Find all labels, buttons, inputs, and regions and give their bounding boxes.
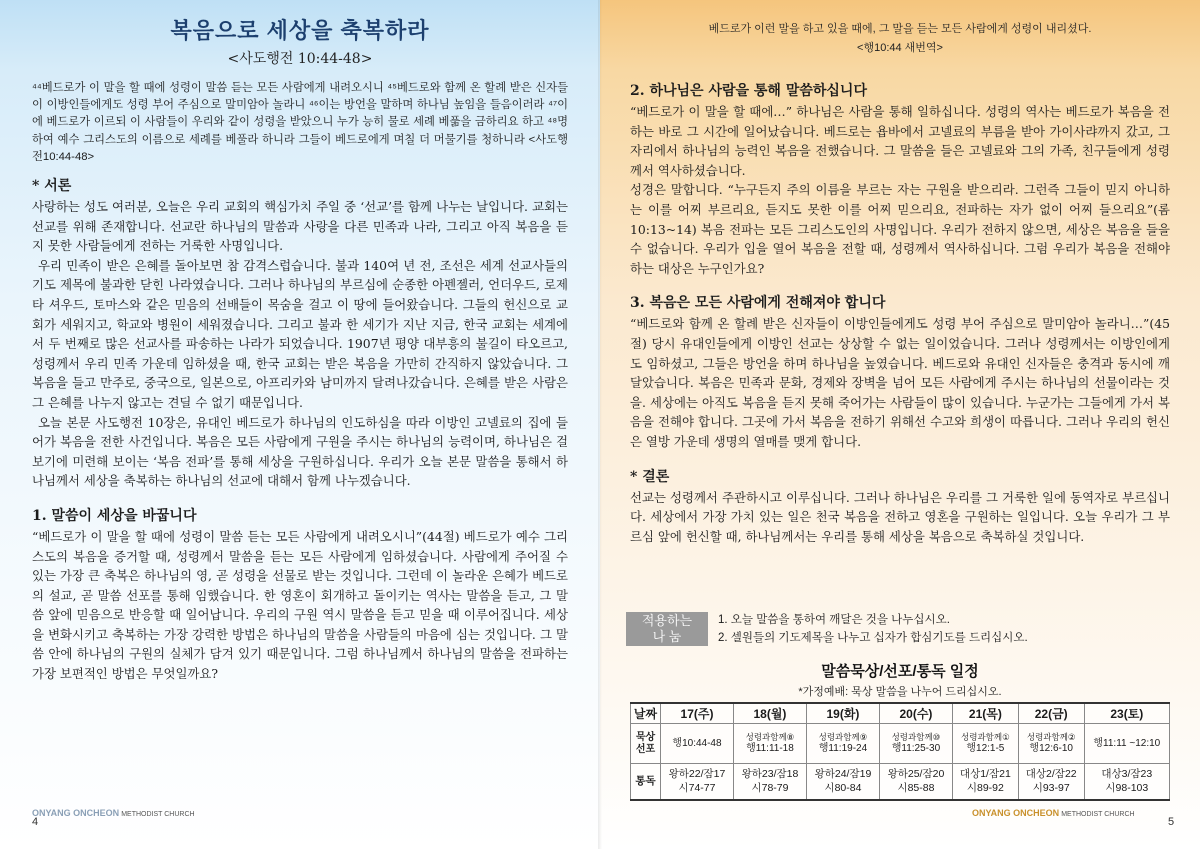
intro-paragraph-2: 우리 민족이 받은 은혜를 돌아보면 참 감격스럽습니다. 불과 140여 년 전, 조선은 세계 선교사들의 기도 제목에 불과한 닫힌 나라였습니다. 그러나 하나님의 부르심에 순종한 아펜젤러, 언더우드, 로제타 셔우드, 토마스와 같은 믿음의 선배들이 목숨을 걸고 이 땅에 들어왔습니다. 그들의 헌신으로 교회가 세워지고, 학교와 병원이 세워졌습니다. 그리고 불과 한 세기가 지난 지금, 한국 교회는 세계에서 두 번째로 많은 선교사를 파송하는 나라가 되었습니다. 1907년 평양 대부흥의 불길이 타오르고, 성령께서 우리 민족 가운데 임하셨을 때, 한국 교회는 받은 복음을 가만히 간직하지 않았습니다. 그 복음을 들고 만주로, 중국으로, 일본으로, 아프리카와 남미까지 달려나갔습니다. 은혜를 받은 사람은 그 은혜를 나누지 않고는 견딜 수 없기 때문입니다. (32, 257, 568, 410)
reading-cell (952, 764, 1018, 800)
scripture-passage: ⁴⁴베드로가 이 말을 할 때에 성령이 말씀 듣는 모든 사람에게 내려오시니 ⁴⁵베드로와 함께 온 할례 받은 신자들이 이방인들에게도 성령 부어 주심으로 말미암아 놀라니 ⁴⁶이는 방언을 말하며 하나님 높임을 들음이러라 ⁴⁷이에 베드로가 이르되 이 사람들이 우리와 같이 성령을 받았으니 누가 능히 물로 세례 베풂을 금하리요 하고 ⁴⁸명하여 예수 그리스도의 이름으로 세례를 베풀라 하니라 그들이 베드로에게 며칠 더 머물기를 청하니라 <사도행전10:44-48> (32, 82, 568, 163)
section-1-paragraph: “베드로가 이 말을 할 때에 성령이 말씀 듣는 모든 사람에게 내려오시니”(44절) 베드로가 예수 그리스도의 복음을 증거할 때, 성령께서 말씀을 듣는 모든 사람에게 임하셨습니다. 사람에게 주어질 수 있는 가장 큰 축복은 하나님의 영, 곧 성령을 선물로 받는 것입니다. 그런데 이 놀라운 은혜가 베드로의 설교, 곧 말씀 선포를 통해 임했습니다. 한 영혼이 회개하고 돌이키는 역사는 말씀을 듣고, 그 말씀 앞에 믿음으로 반응할 때 일어납니다. 우리의 구원 역시 말씀을 듣고 믿을 때 이루어집니다. 세상을 변화시키고 축복하는 가장 강력한 방법은 하나님의 말씀을 사람들의 마음에 심는 것입니다. 그 말씀 안에 하나님의 구원의 실체가 담겨 있기 때문입니다. 그럼 하나님께서 하나님의 말씀을 전파하는 가장 보편적인 방법은 무엇일까요? (32, 528, 568, 682)
application-label (626, 612, 708, 646)
section-2-heading: 2. 하나님은 사람을 통해 말씀하십니다 (630, 83, 867, 99)
conclusion-paragraph: 선교는 성령께서 주관하시고 이루십니다. 그러나 하나님은 우리를 그 거룩한 일에 동역자로 부르십니다. 세상에서 가장 가치 있는 일은 천국 복음을 전하고 영혼을 구원하는 일입니다. 오늘 우리가 그 부르심 앞에 헌신할 때, 하나님께서는 우리를 통해 세상을 복음으로 축복하실 것입니다. (630, 489, 1170, 544)
meditation-passage: 행11:19-24 (818, 743, 868, 754)
schedule-day: 22(금) (1018, 703, 1084, 724)
reading-passage-1: 왕하25/잠20 (887, 768, 945, 781)
reading-passage-2: 시74-77 (678, 782, 716, 795)
meditation-cell (879, 724, 952, 764)
church-logo-text: ONYANG ONCHEON (32, 808, 120, 818)
application-label-line-2: 나 눔 (652, 629, 682, 644)
meditation-cell (806, 724, 879, 764)
header-verse: 베드로가 이런 말을 하고 있을 때에, 그 말을 듣는 모든 사람에게 성령이 내리셨다. (708, 23, 1092, 35)
church-logo-text: ONYANG ONCHEON (972, 808, 1060, 818)
schedule-day: 20(수) (879, 703, 952, 724)
section-2-paragraph-1: “베드로가 이 말을 할 때에…” 하나님은 사람을 통해 일하십니다. 성령의 역사는 베드로가 복음을 전하는 바로 그 시간에 일어났습니다. 베드로는 욥바에서 고넬료의 부름을 받아 가이사랴까지 갔고, 그 자리에서 하나님의 능력인 복음을 전했습니다. 그 말씀을 들은 고넬료와 그의 가족, 친구들에게 성령께서 역사하셨습니다. (630, 104, 1170, 178)
reading-passage-2: 시98-103 (1105, 782, 1149, 795)
reading-passage-1: 왕하22/잠17 (668, 768, 726, 781)
reading-passage-2: 시80-84 (824, 782, 862, 795)
schedule-day: 18(월) (733, 703, 806, 724)
church-logo-subtext: METHODIST CHURCH (121, 811, 195, 818)
meditation-passage: 행11:11-18 (746, 743, 794, 754)
left-page-number: 4 (32, 816, 39, 828)
meditation-passage: 행11:11 ~12:10 (1093, 737, 1161, 749)
left-column (32, 80, 568, 684)
reading-passage-2: 시93-97 (1032, 782, 1070, 795)
schedule-table (630, 702, 1170, 801)
meditation-theme: 성령과함께⑨ (818, 732, 868, 742)
sermon-title: 복음으로 세상을 축복하라 (170, 18, 430, 43)
meditation-cell (661, 724, 734, 764)
reading-cell (1018, 764, 1084, 800)
left-footer (32, 808, 195, 818)
reading-schedule (630, 660, 1170, 801)
meditation-theme: 성령과함께① (961, 732, 1010, 742)
meditation-theme: 성령과함께⑧ (745, 732, 795, 742)
right-footer (972, 808, 1135, 818)
section-3-paragraph: “베드로와 함께 온 할례 받은 신자들이 이방인들에게도 성령 부어 주심으로 말미암아 놀라니…”(45절) 당시 유대인들에게 이방인 선교는 상상할 수 없는 일이었습니다. 그러나 성령께서는 이방인에게도 임하셨고, 그들은 방언을 하며 하나님을 높였습니다. 베드로와 유대인 신자들은 충격과 동시에 깨달았습니다. 복음은 민족과 문화, 경제와 장벽을 넘어 모든 사람에게 주시는 하나님의 선물이라는 것을. 세상에는 아직도 복음을 듣지 못해 죽어가는 사람들이 많이 있습니다. 누군가는 그들에게 가서 복음을 전해야 합니다. 그곳에 가서 복음을 전하기 위해선 수고와 희생이 따릅니다. 그러나 우리의 헌신은 열방 가운데 생명의 열매를 맺게 합니다. (630, 316, 1170, 449)
section-1-heading: 1. 말씀이 세상을 바꿉니다 (32, 507, 197, 524)
meditation-passage: 행11:25-30 (891, 743, 941, 754)
schedule-day: 19(화) (806, 703, 879, 724)
schedule-day: 17(주) (661, 703, 734, 724)
meditation-row (631, 724, 1170, 764)
conclusion-heading: * 결론 (630, 468, 670, 485)
reading-passage-1: 왕하24/잠19 (814, 768, 872, 781)
intro-heading: * 서론 (32, 178, 72, 195)
schedule-title: 말씀묵상/선포/통독 일정 (821, 663, 979, 680)
section-3-heading: 3. 복음은 모든 사람에게 전해져야 합니다 (630, 295, 886, 312)
reading-passage-1: 대상1/잠21 (959, 768, 1011, 781)
section-2-paragraph-2: 성경은 말합니다. “누구든지 주의 이름을 부르는 자는 구원을 받으리라. 그런즉 그들이 믿지 아니하는 이를 어찌 부르리요, 듣지도 못한 이를 어찌 믿으리요, 전파하는 자가 없이 어찌 들으리요”(롬 10:13~14) 복음 전파는 모든 그리스도인의 사명입니다. 우리가 전하지 않으면, 세상은 복음을 들을 수 없습니다. 우리가 입을 열어 복음을 전할 때, 성령께서 역사하십니다. 그럼 우리가 복음을 전해야 하는 대상은 누구인가요? (630, 182, 1170, 276)
intro-paragraph-3: 오늘 본문 사도행전 10장은, 유대인 베드로가 하나님의 인도하심을 따라 이방인 고넬료의 집에 들어가 복음을 전한 사건입니다. 복음은 모든 사람에게 구원을 주시는 하나님의 능력이며, 하나님은 걸보기에 미련해 보이는 ‘복음 전파’를 통해 세상을 구원하십니다. 우리가 오늘 본문 말씀을 통해서 하나님께서 세상을 축복하는 하나님의 선교에 대해서 함께 나누겠습니다. (32, 414, 568, 489)
reading-passage-1: 왕하23/잠18 (741, 768, 799, 781)
church-logo-subtext: METHODIST CHURCH (1061, 811, 1135, 818)
right-header (600, 0, 1200, 70)
reading-cell (879, 764, 952, 800)
schedule-header-row (631, 703, 1170, 724)
reading-row-label: 통독 (631, 764, 661, 800)
meditation-passage: 행12:6-10 (1029, 743, 1073, 754)
application-item: 2. 셀원들의 기도제목을 나누고 십자가 합심기도를 드리십시오. (718, 632, 1028, 644)
schedule-note: *가정예배: 묵상 말씀을 나누어 드리십시오. (798, 686, 1002, 698)
left-header (0, 0, 600, 70)
intro-paragraph-1: 사랑하는 성도 여러분, 오늘은 우리 교회의 핵심가치 주일 중 ‘선교’를 함께 나누는 날입니다. 교회는 선교를 위해 존재합니다. 선교란 하나님의 말씀과 사랑을 다른 민족과 나라, 그리고 아직 복음을 듣지 못한 사람들에게 전하는 거룩한 사명입니다. (32, 199, 568, 254)
meditation-row-label (631, 724, 661, 764)
reading-passage-2: 시85-88 (897, 782, 935, 795)
meditation-cell (1018, 724, 1084, 764)
right-page-number: 5 (1168, 816, 1175, 828)
sermon-reference: <사도행전 10:44-48> (227, 51, 373, 67)
meditation-cell (1084, 724, 1169, 764)
meditation-theme: 성령과함께⑩ (891, 732, 941, 742)
right-column (630, 80, 1170, 546)
meditation-passage: 행12:1-5 (966, 743, 1005, 754)
book-spine (598, 0, 602, 849)
reading-row (631, 764, 1170, 800)
reading-cell (806, 764, 879, 800)
reading-cell (733, 764, 806, 800)
proclamation-label: 선포 (635, 743, 656, 755)
reading-cell (1084, 764, 1169, 800)
application-sharing (626, 611, 1174, 647)
meditation-passage: 행10:44-48 (672, 737, 722, 749)
reading-passage-1: 대상3/잠23 (1101, 768, 1153, 781)
application-items (718, 611, 1028, 647)
application-item: 1. 오늘 말씀을 통하여 깨달은 것을 나누십시오. (718, 614, 950, 626)
meditation-label: 묵상 (635, 731, 656, 743)
header-verse-reference: <행10:44 새번역> (857, 42, 943, 54)
reading-passage-1: 대상2/잠22 (1025, 768, 1077, 781)
reading-passage-2: 시89-92 (966, 782, 1004, 795)
schedule-day: 21(목) (952, 703, 1018, 724)
meditation-cell (733, 724, 806, 764)
meditation-cell (952, 724, 1018, 764)
reading-cell (661, 764, 734, 800)
meditation-theme: 성령과함께② (1026, 732, 1076, 742)
schedule-corner-cell: 날짜 (631, 703, 661, 724)
schedule-day: 23(토) (1084, 703, 1169, 724)
reading-passage-2: 시78-79 (751, 782, 789, 795)
application-label-line-1: 적용하는 (641, 613, 693, 628)
